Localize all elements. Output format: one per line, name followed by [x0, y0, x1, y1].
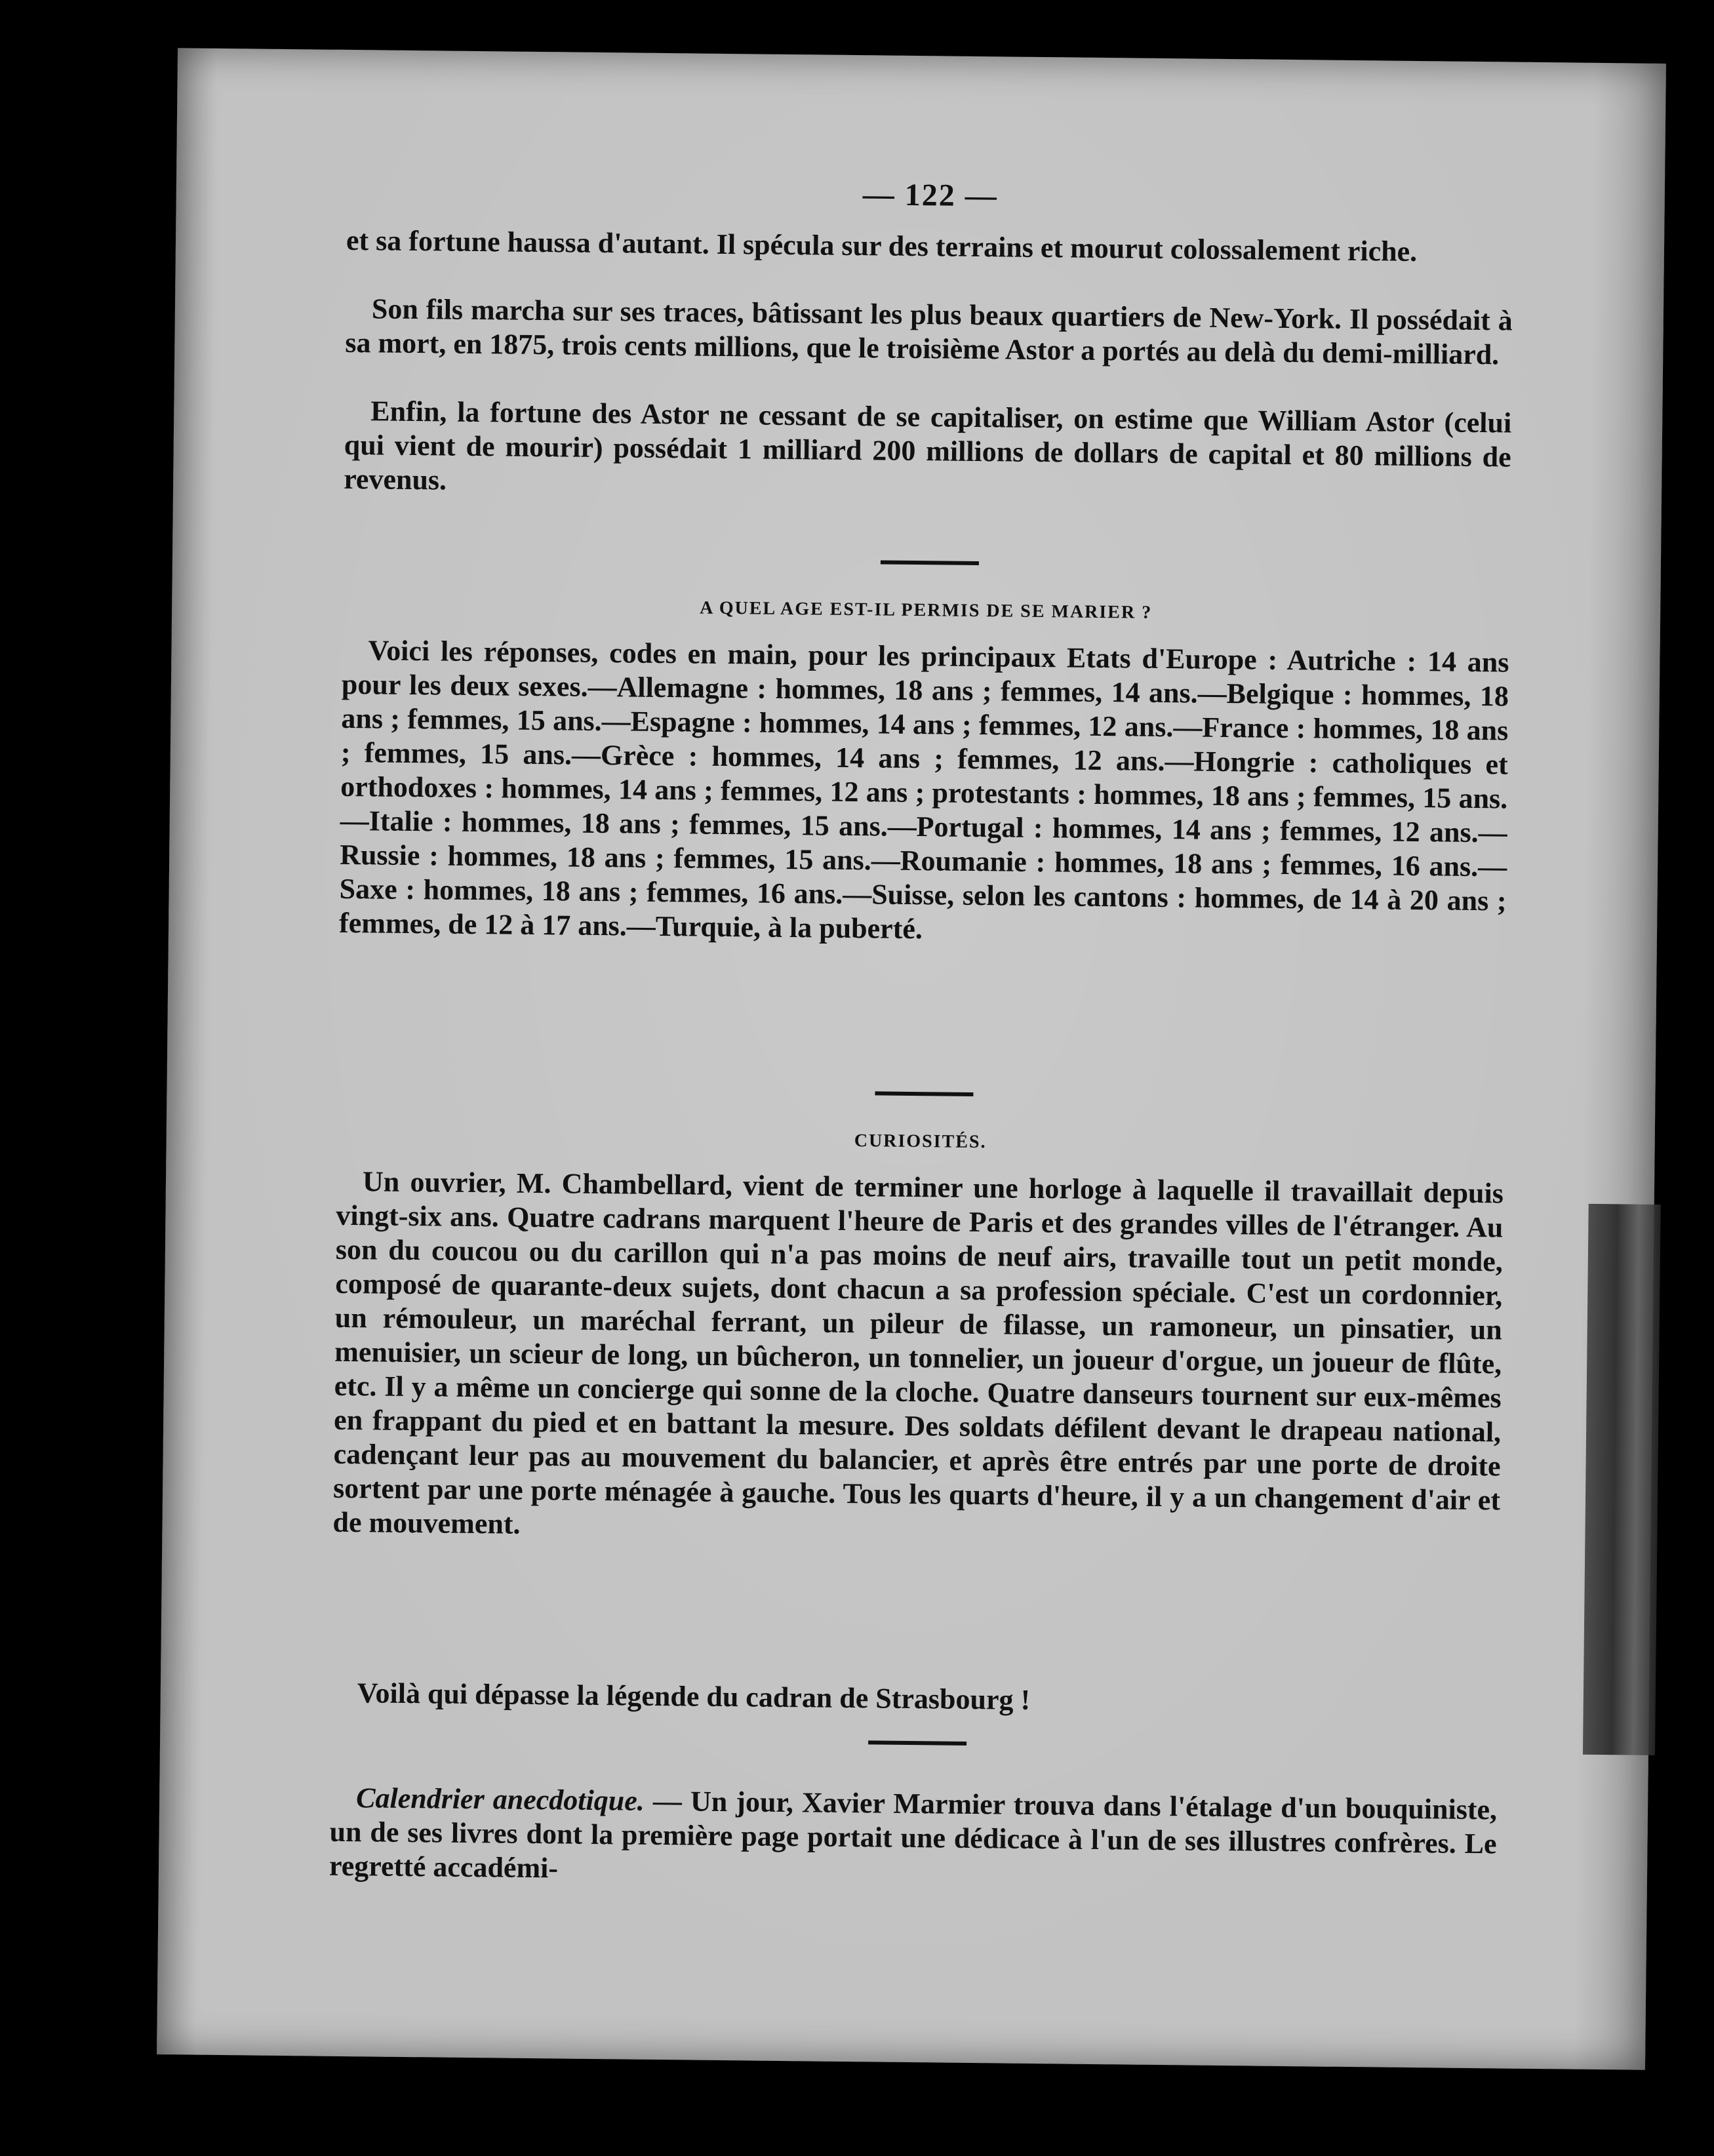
paragraph-marriage-age: Voici les réponses, codes en main, pour les principaux Etats d'Europe : Autriche : 14 ans pour les deux sexes.—Allemagne : hommes, 18 ans ; femmes, 14 ans.—Belgique : hommes, 18 ans ; femmes, 15 ans.—Espagne : hommes, 14 ans ; femmes, 12 ans.—France : hommes, 18 ans ; femmes, 15 ans.—Grèce : hommes, 14 ans ; femmes, 12 ans.—Hongrie : catholiques et orthodoxes : hommes, 14 ans ; femmes, 12 ans ; protestants : hommes, 18 ans ; femmes, 15 ans.—Italie : hommes, 18 ans ; femmes, 15 ans.—Portugal : hommes, 14 ans ; femmes, 12 ans.—Russie : hommes, 18 ans ; femmes, 15 ans.—Roumanie : hommes, 18 ans ; femmes, 16 ans.—Saxe : hommes, 18 ans ; femmes, 16 ans.—Suisse, selon les cantons : hommes, de 14 à 20 ans ; femmes, de 12 à 17 ans.—Turquie, à la puberté. [338, 634, 1509, 946]
page-content [329, 50, 1515, 1885]
section-heading-curiosites: CURIOSITÉS. [854, 1130, 987, 1153]
scanned-page [157, 48, 1666, 2070]
section-divider [868, 1740, 967, 1746]
paragraph-astor-1: et sa fortune haussa d'autant. Il spécula sur des terrains et mourut colossalement riche. [346, 224, 1418, 268]
paragraph-calendrier [329, 1781, 1498, 1896]
calendrier-lead: Calendrier anecdotique. [355, 1782, 645, 1817]
calendrier-text: — Un jour, Xavier Marmier trouva dans l'étalage d'un bouquiniste, un de ses livres dont la première page portait une dédicace à l'un de ses illustres confrères. Le regretté accadémi- [329, 1784, 1498, 1885]
section-heading-marriage-age: A QUEL AGE EST-IL PERMIS DE SE MARIER ? [700, 597, 1153, 623]
paragraph-strasbourg: Voilà qui dépasse la légende du cadran de Strasbourg ! [357, 1677, 1031, 1716]
section-divider [881, 560, 979, 565]
page-number: — 122 — [862, 177, 999, 214]
section-divider [875, 1091, 973, 1096]
torn-page-edge [1583, 1204, 1661, 1755]
paragraph-astor-3: Enfin, la fortune des Astor ne cessant de se capitaliser, on estime que William Astor (celui qui vient de mourir) possédait 1 milliard 200 millions de dollars de capital et 80 millions de revenus. [343, 395, 1512, 496]
paragraph-horloge: Un ouvrier, M. Chambellard, vient de terminer une horloge à laquelle il travaillait depuis vingt-six ans. Quatre cadrans marquent l'heure de Paris et des grandes villes de l'étranger. Au son du coucou ou du carillon qui n'a pas moins de neuf airs, travaille tout un petit monde, composé de quarante-deux sujets, dont chacun a sa profession spéciale. C'est un cordonnier, un rémouleur, un maréchal ferrant, un pileur de filasse, un ramoneur, un pinsatier, un menuisier, un scieur de long, un bûcheron, un tonnelier, un joueur d'orgue, un joueur de flûte, etc. Il y a même un concierge qui sonne de la cloche. Quatre danseurs tournent sur eux-mêmes en frappant du pied et en battant la mesure. Des soldats défilent devant le drapeau national, cadençant leur pas au mouvement du balancier, et après être entrés par une porte de droite sortent par une porte ménagée à gauche. Tous les quarts d'heure, il y a un changement d'air et de mouvement. [332, 1165, 1504, 1540]
paragraph-astor-2: Son fils marcha sur ses traces, bâtissant les plus beaux quartiers de New-York. Il possédait à sa mort, en 1875, trois cents millions, que le troisième Astor a portés au delà du demi-milliard. [345, 292, 1513, 371]
